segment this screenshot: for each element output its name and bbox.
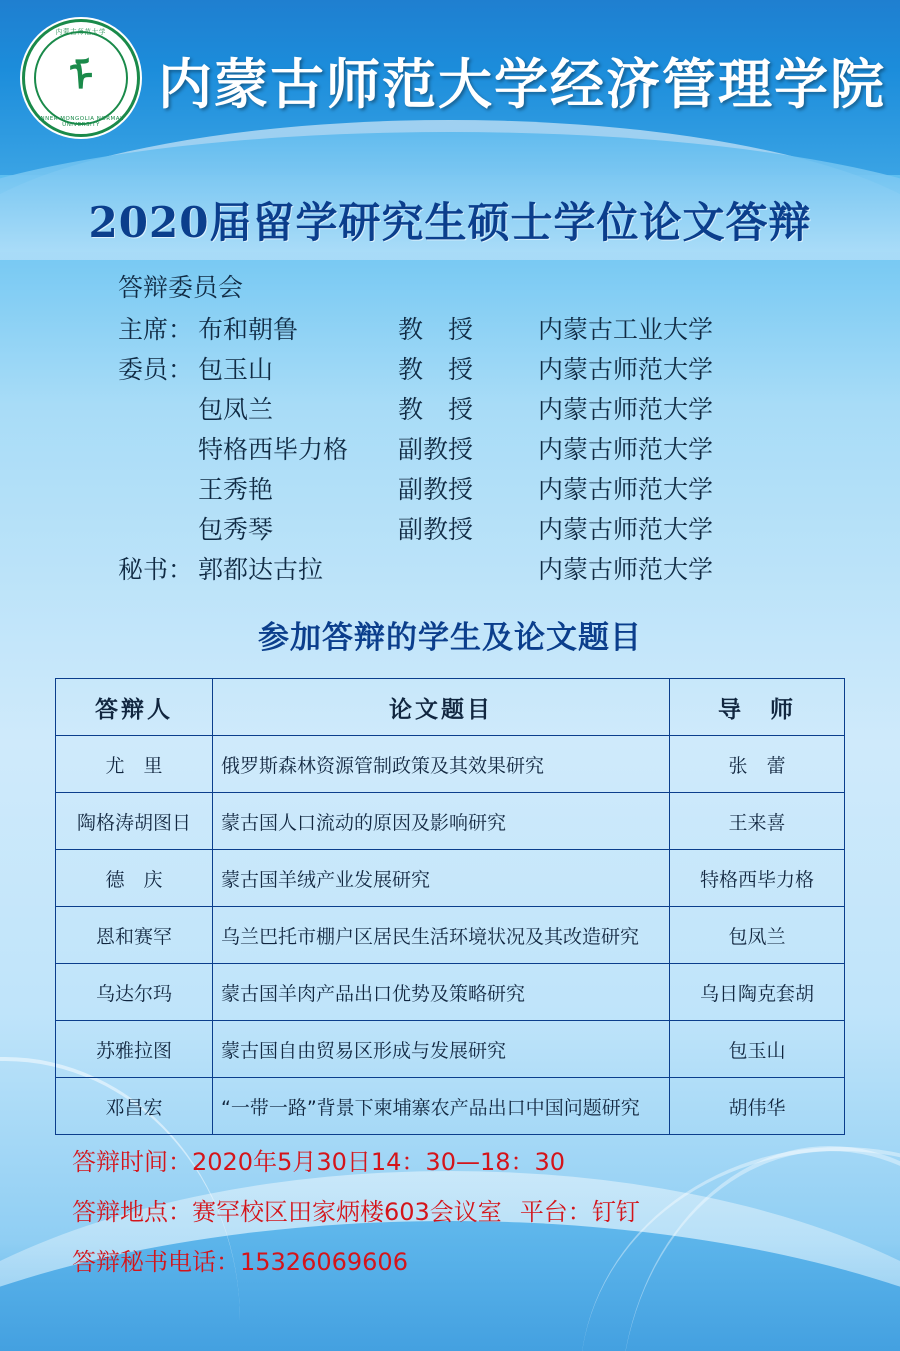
committee-block — [118, 268, 818, 590]
committee-name: 包秀琴 — [198, 515, 274, 544]
school-name: 内蒙古师范大学经济管理学院 — [158, 51, 886, 116]
committee-title: 副教授 — [398, 435, 474, 464]
committee-row — [118, 310, 818, 350]
committee-heading: 答辩委员会 — [118, 273, 244, 302]
committee-title: 副教授 — [398, 515, 474, 544]
logo-glyph: ᠮ — [68, 54, 94, 101]
table-row — [56, 850, 845, 907]
committee-org: 内蒙古师范大学 — [538, 515, 714, 544]
secretary-phone-value: 15326069606 — [240, 1248, 408, 1276]
cell-student: 邓昌宏 — [56, 1078, 213, 1135]
committee-row — [118, 510, 818, 550]
committee-org: 内蒙古师范大学 — [538, 435, 714, 464]
logo-bottom-text: INNER MONGOLIA NORMAL UNIVERSITY — [38, 116, 124, 128]
defense-time-value: 2020年5月30日14：30—18：30 — [192, 1148, 566, 1176]
committee-org: 内蒙古师范大学 — [538, 355, 714, 384]
university-logo — [22, 19, 140, 137]
platform-value: 钉钉 — [591, 1198, 640, 1226]
defense-place-value: 赛罕校区田家炳楼603会议室 — [192, 1198, 502, 1226]
logo-top-text: 内蒙古师范大学 — [55, 28, 107, 36]
cell-student: 尤 里 — [56, 736, 213, 793]
defense-time-label: 答辩时间： — [72, 1148, 192, 1176]
cell-student: 苏雅拉图 — [56, 1021, 213, 1078]
poster-header — [0, 0, 900, 170]
committee-org: 内蒙古师范大学 — [538, 555, 714, 584]
table-row — [56, 1078, 845, 1135]
table-row — [56, 907, 845, 964]
table-row — [56, 1021, 845, 1078]
cell-advisor: 特格西毕力格 — [670, 850, 845, 907]
cell-advisor: 包凤兰 — [670, 907, 845, 964]
cell-advisor: 乌日陶克套胡 — [670, 964, 845, 1021]
committee-role: 秘书： — [118, 555, 194, 584]
committee-name: 包凤兰 — [198, 395, 274, 424]
committee-title: 教 授 — [398, 395, 474, 424]
cell-advisor: 胡伟华 — [670, 1078, 845, 1135]
committee-name: 郭都达古拉 — [198, 555, 324, 584]
secretary-phone-row — [72, 1250, 640, 1274]
students-table — [55, 678, 845, 1135]
cell-topic: 俄罗斯森林资源管制政策及其效果研究 — [213, 736, 670, 793]
committee-role: 主席： — [118, 315, 194, 344]
committee-row — [118, 390, 818, 430]
footer-info — [72, 1150, 640, 1300]
page-title: 2020届留学研究生硕士学位论文答辩 — [88, 198, 812, 247]
committee-org: 内蒙古工业大学 — [538, 315, 714, 344]
cell-student: 陶格涛胡图日 — [56, 793, 213, 850]
cell-topic: 蒙古国自由贸易区形成与发展研究 — [213, 1021, 670, 1078]
committee-row — [118, 550, 818, 590]
table-row — [56, 736, 845, 793]
committee-row — [118, 470, 818, 510]
cell-student: 乌达尔玛 — [56, 964, 213, 1021]
committee-name: 包玉山 — [198, 355, 274, 384]
cell-advisor: 王来喜 — [670, 793, 845, 850]
section-title: 参加答辩的学生及论文题目 — [258, 620, 642, 656]
committee-title: 教 授 — [398, 315, 474, 344]
cell-student: 恩和赛罕 — [56, 907, 213, 964]
defense-place-row — [72, 1200, 640, 1224]
students-table-wrap — [55, 678, 845, 1135]
committee-org: 内蒙古师范大学 — [538, 475, 714, 504]
defense-time-row — [72, 1150, 640, 1174]
header-student: 答辩人 — [56, 679, 213, 736]
defense-place-label: 答辩地点： — [72, 1198, 192, 1226]
header-advisor: 导 师 — [670, 679, 845, 736]
committee-org: 内蒙古师范大学 — [538, 395, 714, 424]
cell-topic: 蒙古国羊绒产业发展研究 — [213, 850, 670, 907]
cell-topic: 乌兰巴托市棚户区居民生活环境状况及其改造研究 — [213, 907, 670, 964]
platform-label: 平台： — [519, 1198, 592, 1226]
committee-row — [118, 350, 818, 390]
committee-name: 王秀艳 — [198, 475, 274, 504]
committee-title: 副教授 — [398, 475, 474, 504]
cell-advisor: 包玉山 — [670, 1021, 845, 1078]
committee-name: 布和朝鲁 — [198, 315, 299, 344]
cell-topic: 蒙古国羊肉产品出口优势及策略研究 — [213, 964, 670, 1021]
committee-role: 委员： — [118, 355, 194, 384]
cell-topic: “一带一路”背景下柬埔寨农产品出口中国问题研究 — [213, 1078, 670, 1135]
header-topic: 论文题目 — [213, 679, 670, 736]
cell-advisor: 张 蕾 — [670, 736, 845, 793]
committee-row — [118, 430, 818, 470]
secretary-phone-label: 答辩秘书电话： — [72, 1248, 240, 1276]
table-row — [56, 964, 845, 1021]
table-header-row — [56, 679, 845, 736]
table-row — [56, 793, 845, 850]
cell-topic: 蒙古国人口流动的原因及影响研究 — [213, 793, 670, 850]
committee-name: 特格西毕力格 — [198, 435, 349, 464]
cell-student: 德 庆 — [56, 850, 213, 907]
committee-title: 教 授 — [398, 355, 474, 384]
